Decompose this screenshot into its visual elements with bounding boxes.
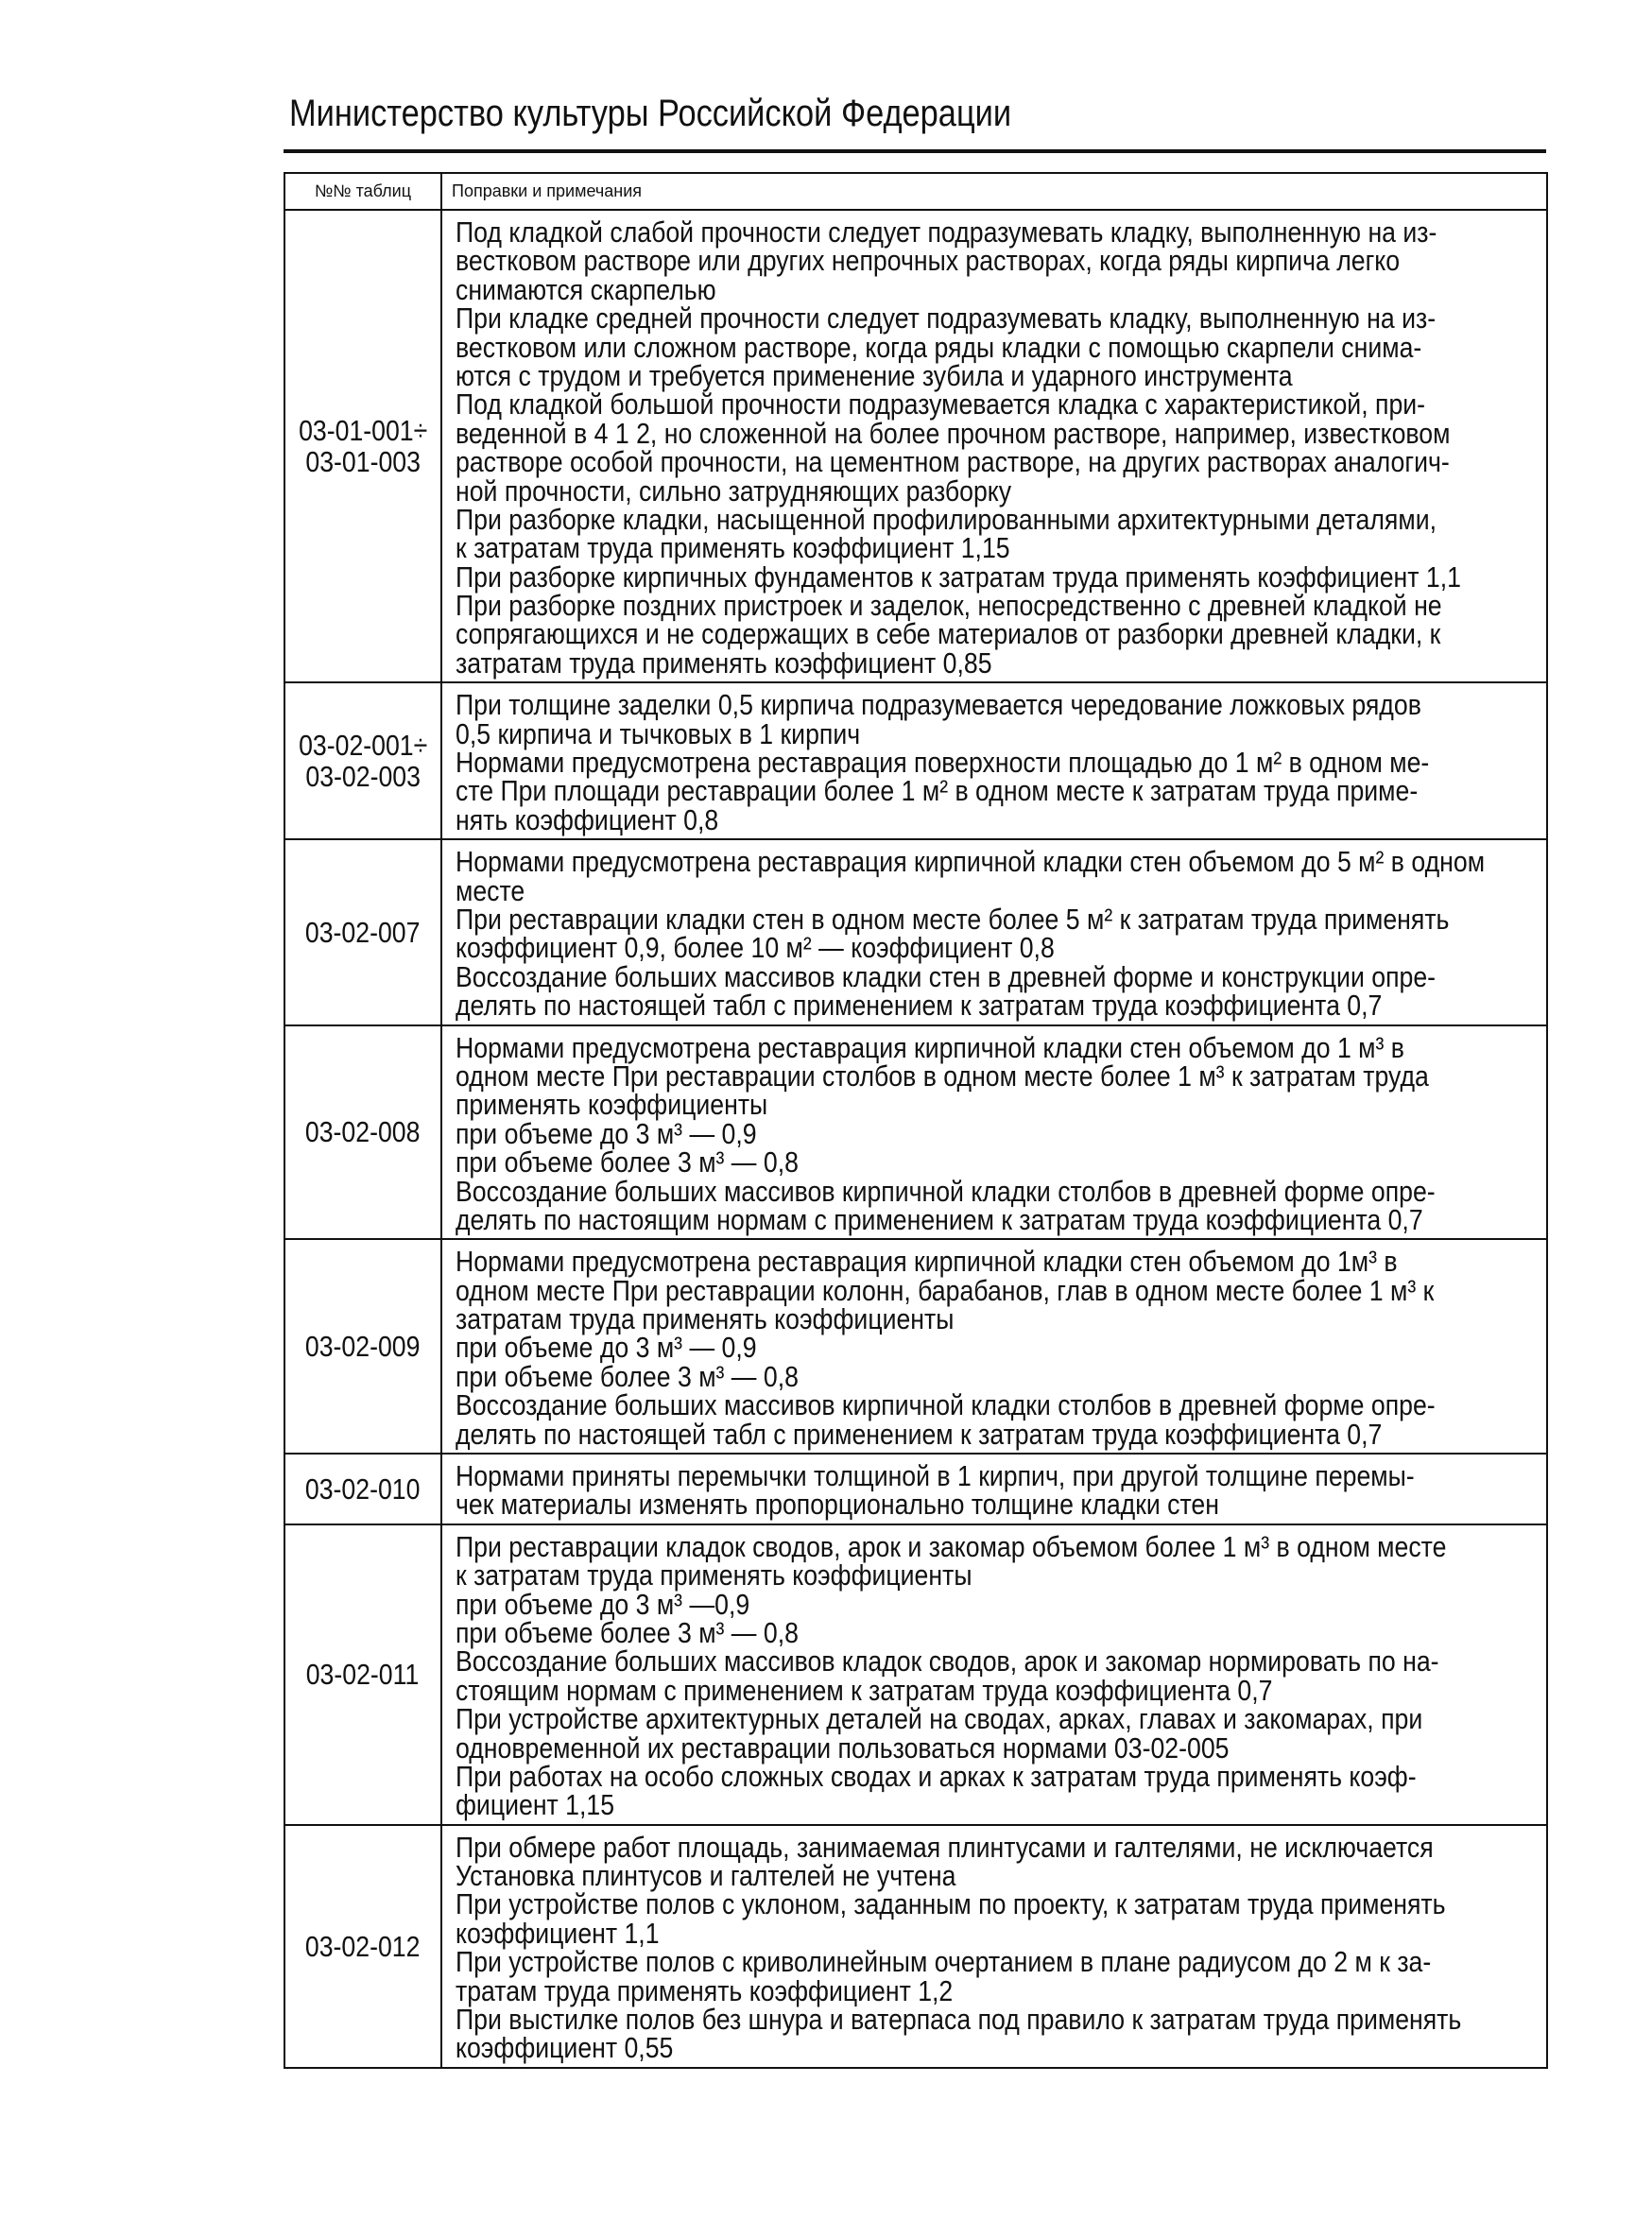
note-line: Под кладкой слабой прочности следует подразумевать кладку, выполненную на из- xyxy=(456,215,1437,249)
note-line: при объеме более 3 м³ — 0,8 xyxy=(456,1615,799,1649)
table-number-cell xyxy=(284,1524,441,1825)
table-header-row xyxy=(284,173,1547,210)
note-line: При разборке поздних пристроек и заделок, непосредственно с древней кладкой не xyxy=(456,589,1442,623)
note-line: веденной в 4 1 2, но сложенной на более прочном растворе, например, известковом xyxy=(456,416,1451,450)
table-row xyxy=(284,210,1547,682)
note-line: При разборке кирпичных фундаментов к затратам труда применять коэффициент 1,1 xyxy=(456,560,1461,594)
note-line: Нормами приняты перемычки толщиной в 1 кирпич, при другой толщине перемы- xyxy=(456,1459,1415,1493)
table-row xyxy=(284,839,1547,1024)
note-line: стоящим нормам с применением к затратам труда коэффициента 0,7 xyxy=(456,1673,1273,1707)
note-line: снимаются скарпелью xyxy=(456,272,716,306)
table-row xyxy=(284,1025,1547,1240)
note-line: коэффициент 1,1 xyxy=(456,1916,660,1950)
note-line: При работах на особо сложных сводах и арках к затратам труда применять коэф- xyxy=(456,1759,1417,1793)
note-line: При кладке средней прочности следует подразумевать кладку, выполненную на из- xyxy=(456,301,1437,336)
note-line: ются с трудом и требуется применение зубила и ударного инструмента xyxy=(456,358,1293,392)
note-line: При устройстве полов с уклоном, заданным по проекту, к затратам труда применять xyxy=(456,1887,1446,1921)
note-line: нять коэффициент 0,8 xyxy=(456,802,719,836)
note-line: одном месте При реставрации столбов в одном месте более 1 м³ к затратам труда xyxy=(456,1059,1429,1093)
notes-cell xyxy=(441,1524,1547,1825)
note-line: фициент 1,15 xyxy=(456,1788,615,1822)
notes-cell xyxy=(441,1454,1547,1524)
note-line: При устройстве полов с криволинейным очертанием в плане радиусом до 2 м к за- xyxy=(456,1945,1432,1979)
note-line: При реставрации кладки стен в одном месте более 5 м² к затратам труда применять xyxy=(456,902,1450,936)
column-header-table-numbers: №№ таблиц xyxy=(284,173,441,210)
note-line: затратам труда применять коэффициент 0,85 xyxy=(456,646,992,680)
note-line: тратам труда применять коэффициент 1,2 xyxy=(456,1973,954,2007)
note-line: делять по настоящей табл с применением к затратам труда коэффициента 0,7 xyxy=(456,1417,1383,1451)
note-line: При реставрации кладок сводов, арок и закомар объемом более 1 м³ в одном месте xyxy=(456,1529,1447,1563)
notes-cell xyxy=(441,682,1547,839)
corrections-table xyxy=(284,172,1548,2069)
table-number: 03-02-001÷ 03-02-003 xyxy=(298,729,428,794)
note-line: чек материалы изменять пропорционально толщине кладки стен xyxy=(456,1488,1219,1522)
table-number: 03-02-009 xyxy=(305,1330,421,1364)
note-line: применять коэффициенты xyxy=(456,1088,768,1122)
table-number-cell xyxy=(284,682,441,839)
note-line: При устройстве архитектурных деталей на сводах, арках, главах и закомарах, при xyxy=(456,1702,1423,1736)
table-number-cell xyxy=(284,839,441,1024)
column-header-notes: Поправки и примечания xyxy=(441,173,1547,210)
note-line: при объеме более 3 м³ — 0,8 xyxy=(456,1145,799,1179)
note-line: Нормами предусмотрена реставрация поверхности площадью до 1 м² в одном ме- xyxy=(456,746,1430,780)
note-line: делять по настоящей табл с применением к затратам труда коэффициента 0,7 xyxy=(456,989,1383,1023)
note-line: при объеме до 3 м³ — 0,9 xyxy=(456,1331,757,1365)
table-number-cell xyxy=(284,1239,441,1454)
note-line: затратам труда применять коэффициенты xyxy=(456,1302,955,1336)
note-line: Нормами предусмотрена реставрация кирпичной кладки стен объемом до 5 м² в одном xyxy=(456,845,1486,879)
note-line: Нормами предусмотрена реставрация кирпичной кладки стен объемом до 1м³ в xyxy=(456,1245,1398,1279)
table-number: 03-01-001÷ 03-01-003 xyxy=(298,414,428,479)
note-line: к затратам труда применять коэффициенты xyxy=(456,1558,972,1592)
note-line: Воссоздание больших массивов кладки стен в древней форме и конструкции опре- xyxy=(456,959,1437,993)
note-line: делять по настоящим нормам с применением к затратам труда коэффициента 0,7 xyxy=(456,1202,1423,1236)
table-row xyxy=(284,1825,1547,2068)
note-line: сопрягающихся и не содержащих в себе материалов от разборки древней кладки, к xyxy=(456,617,1441,651)
table-number: 03-02-008 xyxy=(305,1115,421,1149)
note-line: Установка плинтусов и галтелей не учтена xyxy=(456,1859,956,1893)
note-line: Под кладкой большой прочности подразумевается кладка с характеристикой, при- xyxy=(456,387,1426,422)
table-number: 03-02-011 xyxy=(306,1658,420,1692)
notes-cell xyxy=(441,210,1547,682)
note-line: к затратам труда применять коэффициент 1,15 xyxy=(456,531,1010,565)
table-row xyxy=(284,682,1547,839)
header-divider xyxy=(284,149,1546,153)
note-line: коэффициент 0,55 xyxy=(456,2031,674,2065)
note-line: коэффициент 0,9, более 10 м² — коэффициент 0,8 xyxy=(456,931,1055,965)
note-line: При обмере работ площадь, занимаемая плинтусами и галтелями, не исключается xyxy=(456,1830,1434,1864)
note-line: сте При площади реставрации более 1 м² в одном месте к затратам труда приме- xyxy=(456,774,1419,808)
table-number: 03-02-012 xyxy=(305,1929,421,1963)
note-line: при объеме до 3 м³ — 0,9 xyxy=(456,1116,757,1150)
note-line: при объеме до 3 м³ —0,9 xyxy=(456,1587,750,1621)
note-line: растворе особой прочности, на цементном растворе, на других растворах аналогич- xyxy=(456,445,1450,479)
table-row xyxy=(284,1239,1547,1454)
table-number-cell xyxy=(284,210,441,682)
note-line: При разборке кладки, насыщенной профилированными архитектурными деталями, xyxy=(456,502,1437,536)
notes-cell xyxy=(441,1025,1547,1240)
table-row xyxy=(284,1454,1547,1524)
note-line: одном месте При реставрации колонн, барабанов, глав в одном месте более 1 м³ к xyxy=(456,1273,1435,1307)
table-number-cell xyxy=(284,1825,441,2068)
notes-cell xyxy=(441,1825,1547,2068)
note-line: вестковом растворе или других непрочных растворах, когда ряды кирпича легко xyxy=(456,244,1401,278)
table-number-cell xyxy=(284,1454,441,1524)
note-line: 0,5 кирпича и тычковых в 1 кирпич xyxy=(456,716,861,750)
page-title: Министерство культуры Российской Федерации xyxy=(289,93,1012,134)
note-line: одновременной их реставрации пользоваться нормами 03-02-005 xyxy=(456,1730,1230,1765)
note-line: при объеме более 3 м³ — 0,8 xyxy=(456,1359,799,1393)
note-line: Воссоздание больших массивов кирпичной кладки столбов в древней форме опре- xyxy=(456,1174,1436,1208)
notes-cell xyxy=(441,1239,1547,1454)
note-line: При толщине заделки 0,5 кирпича подразумевается чередование ложковых рядов xyxy=(456,688,1421,722)
note-line: Воссоздание больших массивов кладок сводов, арок и закомар нормировать по на- xyxy=(456,1644,1439,1678)
note-line: ной прочности, сильно затрудняющих разборку xyxy=(456,473,1012,508)
table-number: 03-02-007 xyxy=(305,915,421,949)
table-number-cell xyxy=(284,1025,441,1240)
table-number: 03-02-010 xyxy=(305,1472,421,1506)
note-line: месте xyxy=(456,873,525,907)
note-line: вестковом или сложном растворе, когда ряды кладки с помощью скарпели снима- xyxy=(456,330,1422,364)
note-line: При выстилке полов без шнура и ватерпаса под правило к затратам труда применять xyxy=(456,2003,1462,2037)
table-row xyxy=(284,1524,1547,1825)
note-line: Нормами предусмотрена реставрация кирпичной кладки стен объемом до 1 м³ в xyxy=(456,1030,1404,1064)
note-line: Воссоздание больших массивов кирпичной кладки столбов в древней форме опре- xyxy=(456,1388,1436,1422)
notes-cell xyxy=(441,839,1547,1024)
